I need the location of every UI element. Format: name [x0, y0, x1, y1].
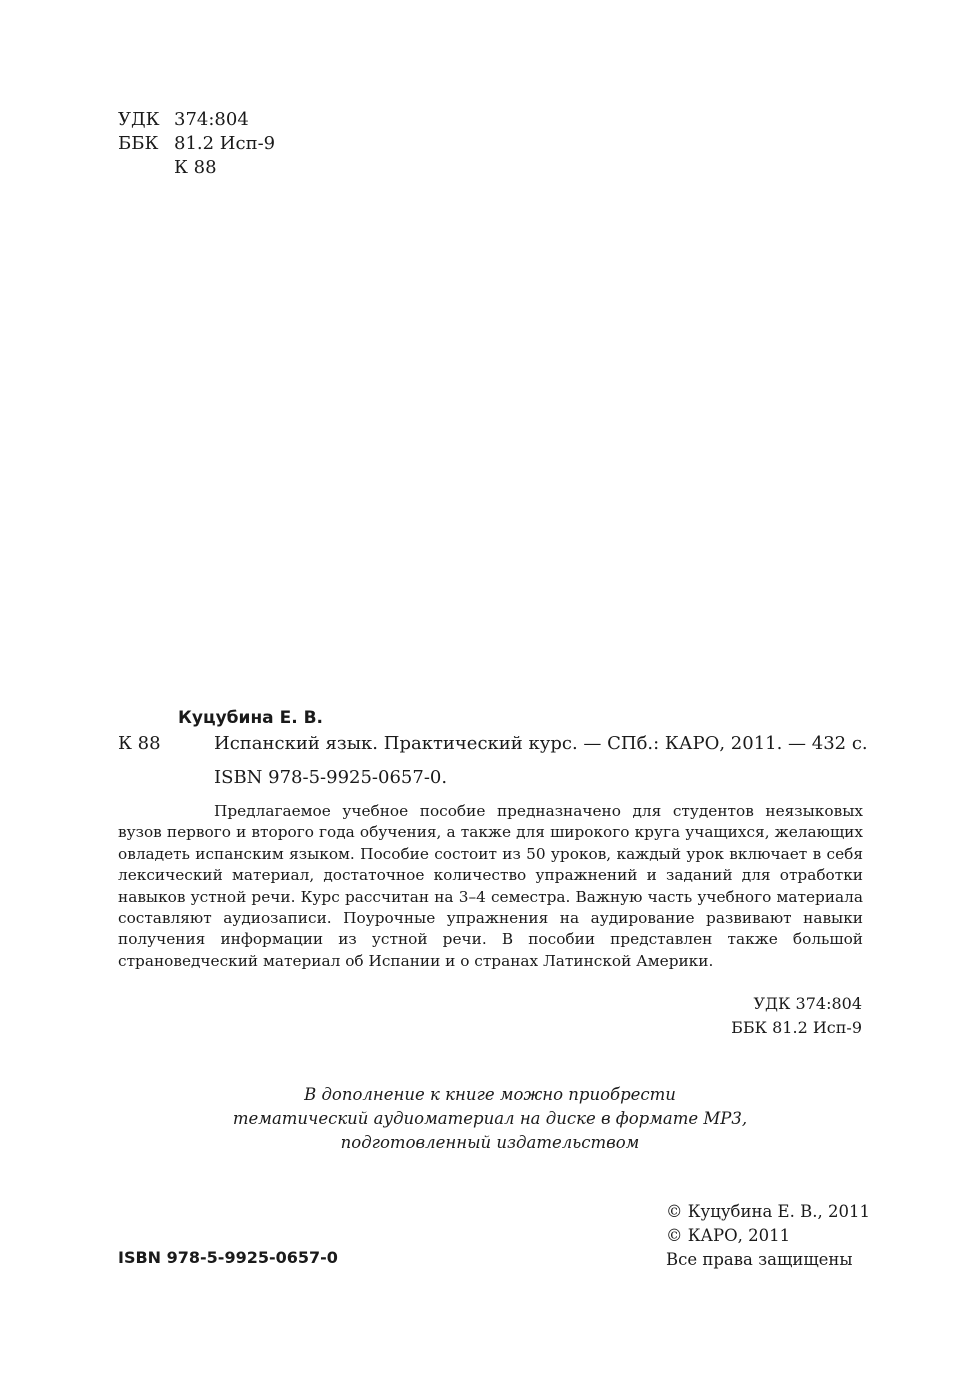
title-line: Испанский язык. Практический курс. — СПб.: КАРО, 2011. — 432 с. [214, 733, 868, 754]
udk-top [118, 108, 249, 132]
bbk-top [118, 132, 275, 156]
note-line-2: тематический аудиоматериал на диске в формате MP3, [232, 1109, 748, 1128]
copyright-publisher: © КАРО, 2011 [666, 1226, 791, 1245]
isbn-footer: ISBN 978-5-9925-0657-0 [118, 1248, 338, 1267]
abstract: Предлагаемое учебное пособие предназначено для студентов неязыковых вузов первого и второго года обучения, а также для широкого круга учащихся, желающих овладеть испанским языком. Пособие состоит из 50 уроков, каждый урок включает в себя лексический материал, достаточное количество упражнений и заданий для отработки навыков устной речи. Курс рассчитан на 3–4 семестра. Важную часть учебного материала составляют аудиозаписи. Поурочные упражнения на аудирование развивают навыки получения информации из устной речи. В пособии представлен также большой страноведческий материал об Испании и о странах Латинской Америки. [118, 802, 863, 970]
author-name: Куцубина Е. В. [178, 708, 323, 728]
isbn-line: ISBN 978-5-9925-0657-0. [214, 767, 448, 788]
author-mark-top: К 88 [174, 157, 217, 178]
udk-label: УДК [118, 109, 160, 130]
udk-right: УДК 374:804 [753, 994, 862, 1013]
bbk-value: 81.2 Исп-9 [174, 133, 276, 154]
udk-value: 374:804 [174, 109, 249, 130]
copyright-author: © Куцубина Е. В., 2011 [666, 1202, 870, 1221]
rights-reserved: Все права защищены [666, 1250, 853, 1269]
bbk-label: ББК [118, 133, 159, 154]
bbk-right: ББК 81.2 Исп-9 [731, 1018, 862, 1037]
note-line-3: подготовленный издательством [340, 1133, 640, 1152]
author-mark: К 88 [118, 733, 161, 754]
note-line-1: В дополнение к книге можно приобрести [304, 1085, 676, 1104]
